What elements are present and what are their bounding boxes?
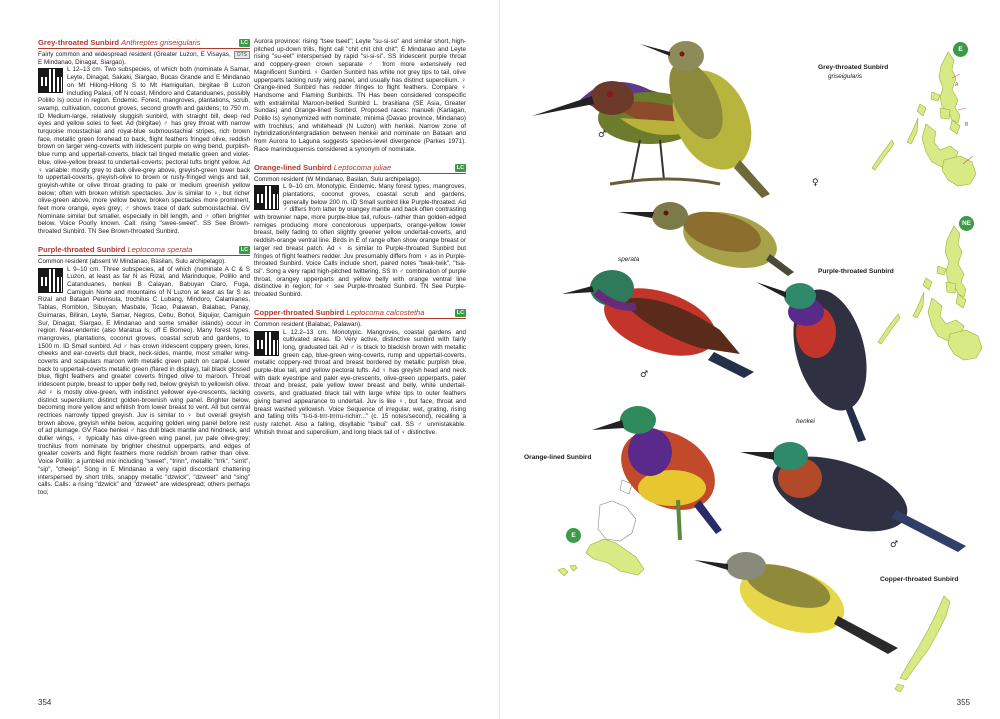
caption-copper-throated: Copper-throated Sunbird [880, 576, 959, 583]
caption-sperata: sperata [618, 256, 640, 263]
distribution-map-purple-throated [878, 226, 982, 360]
status-text: Common resident (Balabac, Palawan). [254, 320, 362, 328]
scientific-name: Anthreptes griseigularis [121, 38, 201, 47]
distribution-map-orange-lined-range [558, 539, 644, 576]
account-body: L 12–13 cm. Two subspecies, of which both (nominate A Samar, Leyte, Dinagat, Sakaki, Siargao, Bucas Grande and E Mindanao on Mt Hilong-Hilong S to Mt Hamiguitan, birgitae B Luzon including Palaui, off N coast, Mindoro and Catanduanes, possibly Polillo Is) occur in region. Endemic. Forest, mangroves, plantations, scrub, swamp, cultivation, coconut groves, second growth and gardens; to 750 m. ID Medium-large, relatively sluggish sunbird, with straight bill, deep red eyes and yellow soles to feet. Ad (birgitae) ♂ has grey throat with narrow turquoise moustachial and royal-blue submoustachial stripes, rich brown face, metallic green forehead to back, flight feathers fringed olive, reddish brown on larger wing-coverts with iridescent purple on wing bend, purplish-blue rump and uppertail-coverts, black tail tinged metallic green and violet-blue, olive-yellow breast to undertail-coverts; pectoral tufts bright yellow. Ad ♀ variable: mostly grey to dark olive-grey above, greyish-green lower back to uppertail-coverts, greyish-olive to brown or rusty-fringed wings and tail, greyish-white or olive throat grading to pale or medium greenish yellow below; often with broken whitish spectacles. Juv is similar to ♀, but richer olive-green above, more yellow below, broken spectacles more prominent, feet more orange, eyes grey; ♂ shows trace of dark submoustachial. GV Nominate similar but smaller, especially in bill length, and ♂ often brighter below. Voice Poorly known. Call: rising "swee-sweet". SS See Brown-throated Sunbird. TN See Brown-throated Sunbird. [38, 66, 250, 236]
account-body-continued: Aurora province: rising "tsee tseet"; Leyte "su-si-so" and similar short, high-pitched up-down trills, flight call "chit chit chit chit"; E Mindanao and Leyte rising "su-eet" interspersed by rapid "si-si-si". SS Iridescent purple throat and coppery-green crown separate ♂ from more extensively red Magnificent Sunbird. ♀ Garden Sunbird has white not grey tips to tail, olive upperparts lacking rusty wing panel, and usually has distinct supercilium. ♀ Orange-lined Sunbird has redder fringes to flight feathers. Compare ♀ Handsome and Flaming Sunbirds. TN Has been considered conspecific with extralimital Maroon-bellied Sunbird L. brasiliana (SE Asia, Greater Sundas) and Orange-lined Sunbird. Proposed races: manueli (Karlagan, Polillo Is) synonymized with nominate; minima (Davao province, Mindanao) with trochilus; and whiteheadi (N Luzon) with henkei. Narrow zone of hybridization/intergradation between henkei and nominate on Bataan and from Aurora to Laguna suggests species-level divergence (Parkes 1971). Race marinduquensis considered a synonym of nominate. [254, 38, 466, 153]
caption-orange-lined: Orange-lined Sunbird [524, 454, 592, 461]
iucn-status-badge: LC [456, 309, 464, 316]
map-badge-orange-lined: E [566, 528, 581, 543]
bird-purple-throated-henkei-male [756, 281, 879, 442]
account-body: L 9–10 cm. Three subspecies, all of which (nominate A C & S Luzon, at least as far N as Rizal, and Marinduque, Polillo and Catanduanes, henkei B Calayan, Babuyan Claro, Fuga, Camiguin Norte and mountains of N Luzon at least as far S as Rizal and Bataan Peninsula, trochilus C Lubang, Mindoro, Calamianes, Tablas, Romblon, Sibuyan, Masbate, Ticao, Palawan, Balabac, Panay, Guimaras, Biliran, Leyte, Samar, Negros, Cebu, Bohol, Siquijor, Camiguin Sur, Dinagat, Siargao, E Mindanao and some smaller islands) occur in region. Near-endemic (also Maratua Is, off E Borneo). Many forest types, mangroves, plantations, coconut groves, coastal scrub and gardens, to 1500 m. ID Small sunbird. Ad ♂ has crown iridescent coppery green, lores, cheeks and ear-coverts dull black, neck-sides, mantle, most smaller wing-coverts and scapulars maroon with metallic green patch on carpal. Lower back to uppertail-coverts metallic green (flared in display), tail black glossed blue, flight feathers and greater coverts fringed olive to maroon. Throat iridescent purple, breast to upper belly red, below greyish to yellowish olive. Ad ♀ is mostly olive-green, with indistinct yellower eye-crescents, lacking distinct supercilium; distinct golden-brownish wing panel. Brighter below, becoming more yellow and whitish from lower breast to vent. All but central rectrices narrowly tipped greyish. Juv is similar to ♀ but overall greyish brown above, greyish white below, acquiring golden wing panel before rest of ad plumage. GV Race henkei ♂ has dull black mantle and hindneck, and duller wings, ♀ typically has olive-green wing panel, juv pale olive-grey; trochilus from nominate by brighter chestnut upperparts, and edges of greater coverts and flight feathers more reddish brown rather than olive. Voice Polillo: a jumbled mix including "sweet", "trinn", metallic "trrk", "sirrit", "sip", "cheeip". Song in E Mindanao a very rapid discordant chattering interspersed by short trills, snappy metallic "dzwick", "dzweet" and "sing" calls. Calls: a rising "dzwick" and "dzweet" are widespread; others perhaps too; [38, 265, 250, 496]
status-text: Fairly common and widespread resident (Greater Luzon, E Visayas, E Mindanao, Dinagat, Siargao). [38, 51, 231, 66]
qr-code-icon[interactable] [38, 268, 63, 293]
account-heading [254, 308, 466, 319]
scientific-name: Leptocoma sperata [127, 244, 193, 254]
left-column [38, 38, 250, 694]
caption-purple-throated: Purple-throated Sunbird [818, 268, 894, 275]
iucn-status-badge: LC [240, 246, 248, 253]
qr-code-icon[interactable] [254, 185, 279, 210]
female-symbol-icon: ♀ [812, 178, 819, 188]
caption-grey-throated-sci: griseigularis [828, 73, 863, 80]
male-symbol-icon: ♂ [640, 370, 649, 380]
iucn-status-badge: LC [456, 164, 464, 171]
account-heading [254, 163, 466, 174]
species-account-grey-throated [38, 38, 250, 236]
account-body: L 9–10 cm. Monotypic. Endemic. Many forest types, mangroves, plantations, coconut groves, coastal scrub and gardens, generally below 200 m. ID Small sunbird like Purple-throated. Ad ♂ differs from latter by orangey mantle and back often contrasting with brownier nape, more purple-blue tail, rufous- rather than golden-edged remiges producing more concolorous upperparts, orange-yellow lower breast, belly fading to often slightly greener yellow undertail-coverts, and reddish-orange ventral line. Birds in E of range often show orange breast or larger red breast patch. Ad ♀ is similar to Purple-throated Sunbird but fringes of flight feathers redder. Juv presumably differs from ♀ as in Purple-throated Sunbird. Voice Calls include short, paired notes "twak-twik", "tsa-tsi". Song a very rapid high-pitched twittering. SS In ♂ combination of purple throat, orangey upperparts and yellow belly with orange ventral line distinctive in region; for ♀ see Purple-throated Sunbird. TN See Purple-throated Sunbird. [254, 183, 466, 299]
species-account-purple-throated [38, 245, 250, 497]
status-text: Common resident (W Mindanao, Basilan, Sulu archipelago). [254, 175, 422, 183]
map-label-a: A [955, 82, 959, 88]
qr-code-icon[interactable] [38, 68, 63, 93]
right-page-plate [500, 0, 1000, 719]
page-number-left: 354 [38, 698, 52, 707]
map-badge-grey-throated: E [953, 42, 968, 57]
qr-code-icon[interactable] [254, 331, 279, 356]
map-badge-purple-throated: NE [959, 216, 974, 231]
bird-purple-throated-female [618, 202, 794, 278]
common-name: Copper-throated Sunbird [254, 307, 345, 317]
male-symbol-icon: ♂ [598, 130, 607, 140]
plate-illustration [500, 0, 1000, 719]
common-name: Grey-throated Sunbird [38, 38, 120, 47]
map-label-b: B [965, 122, 969, 128]
common-name: Orange-lined Sunbird [254, 162, 332, 172]
scientific-name: Leptocoma calcostetha [346, 307, 425, 317]
species-account-purple-throated-continued [254, 38, 466, 154]
caption-henkei: henkei [796, 418, 815, 425]
status-text: Common resident (absent W Mindanao, Basilan, Sulu archipelago). [38, 257, 226, 265]
iucn-status-badge: LC [240, 40, 248, 46]
species-account-orange-lined [254, 163, 466, 299]
common-name: Purple-throated Sunbird [38, 244, 126, 254]
species-account-copper-throated [254, 308, 466, 437]
distribution-tag: OTS [234, 51, 250, 59]
bird-copper-throated-female [694, 552, 898, 654]
caption-grey-throated: Grey-throated Sunbird [818, 64, 889, 71]
bird-copper-throated-male [740, 442, 966, 552]
page-number-right: 355 [956, 698, 970, 707]
male-symbol-icon: ♂ [890, 540, 899, 550]
right-column [254, 38, 466, 638]
account-body: L 12.2–13 cm. Monotypic. Mangroves, coastal gardens and cultivated areas. ID Very active, distinctive sunbird with fairly long, graduated tail. Ad ♂ is black to blackish brown with metallic green cap, blue-green wing-coverts, rump and uppertail-coverts, metallic coppery-red throat and breast bordered by metallic purplish blue, purple-blue tail, and yellow pectoral tufts. Ad ♀ has greyish head and neck with dark eyestripe and paler eye-crescents, olive-green upperparts, paler throat and breast, pale yellow lower breast and belly, white undertail-coverts, and graduated black tail with large white tips to outer feathers giving barred appearance to undertail. Juv is like ♀, but face, throat and breast washed yellowish. Voice Sequence of irregular, wet, grating, rising and falling trills "ti-ti-ti-trrr-trrrru-richirr..." (c. 15 notes/second), recalling a rusty ratchet. Also a falling, disyllabic "tsibui" call. SS ♂ unmistakable. Whitish throat and supercilium, and long black tail of ♀ distinctive. [254, 328, 466, 436]
scientific-name: Leptocoma juliae [333, 162, 392, 172]
bird-purple-throated-male [562, 270, 754, 378]
distribution-map-grey-throated [872, 52, 976, 186]
distribution-map-copper-throated [895, 596, 950, 692]
account-heading [38, 245, 250, 256]
account-heading [38, 38, 250, 49]
